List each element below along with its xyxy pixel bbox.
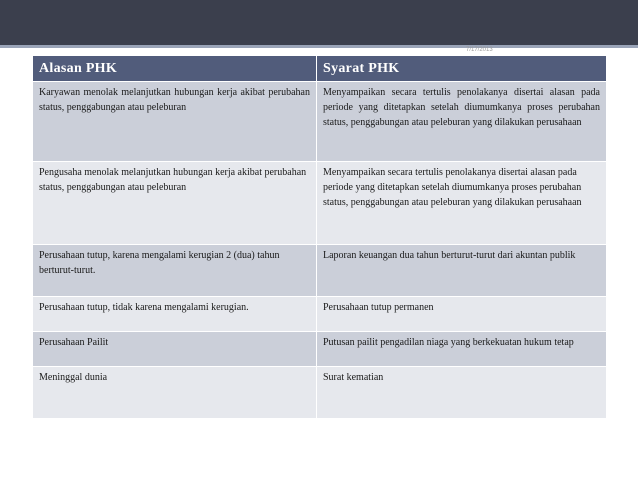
table-row (33, 297, 607, 332)
table-row (33, 367, 607, 419)
table-row (33, 245, 607, 297)
slide-date: 7/17/2013 (466, 47, 493, 53)
table-header-row (33, 56, 607, 82)
slide-header-band (0, 0, 638, 45)
cell-syarat: Menyampaikan secara tertulis penolakanya disertai alasan pada periode yang ditetapkan setelah diumumkanya proses perubahan status, penggabungan atau peleburan yang dilakukan perusahaan (317, 162, 607, 245)
cell-syarat: Putusan pailit pengadilan niaga yang berkekuatan hukum tetap (317, 332, 607, 367)
table-row (33, 332, 607, 367)
slide-header-stripe (0, 45, 638, 48)
cell-syarat: Menyampaikan secara tertulis penolakanya disertai alasan pada periode yang ditetapkan setelah diumumkanya proses perubahan status, penggabungan atau peleburan yang dilakukan perusahaan (317, 82, 607, 162)
table-row (33, 82, 607, 162)
cell-alasan: Pengusaha menolak melanjutkan hubungan kerja akibat perubahan status, penggabungan atau peleburan (33, 162, 317, 245)
phk-table (32, 55, 607, 419)
header-syarat: Syarat PHK (317, 56, 607, 82)
cell-alasan: Perusahaan tutup, tidak karena mengalami kerugian. (33, 297, 317, 332)
cell-alasan: Meninggal dunia (33, 367, 317, 419)
header-alasan: Alasan PHK (33, 56, 317, 82)
cell-alasan: Perusahaan Pailit (33, 332, 317, 367)
cell-syarat: Laporan keuangan dua tahun berturut-turut dari akuntan publik (317, 245, 607, 297)
table-row (33, 162, 607, 245)
cell-alasan: Perusahaan tutup, karena mengalami kerugian 2 (dua) tahun berturut-turut. (33, 245, 317, 297)
cell-syarat: Perusahaan tutup permanen (317, 297, 607, 332)
cell-syarat: Surat kematian (317, 367, 607, 419)
cell-alasan: Karyawan menolak melanjutkan hubungan kerja akibat perubahan status, penggabungan atau peleburan (33, 82, 317, 162)
